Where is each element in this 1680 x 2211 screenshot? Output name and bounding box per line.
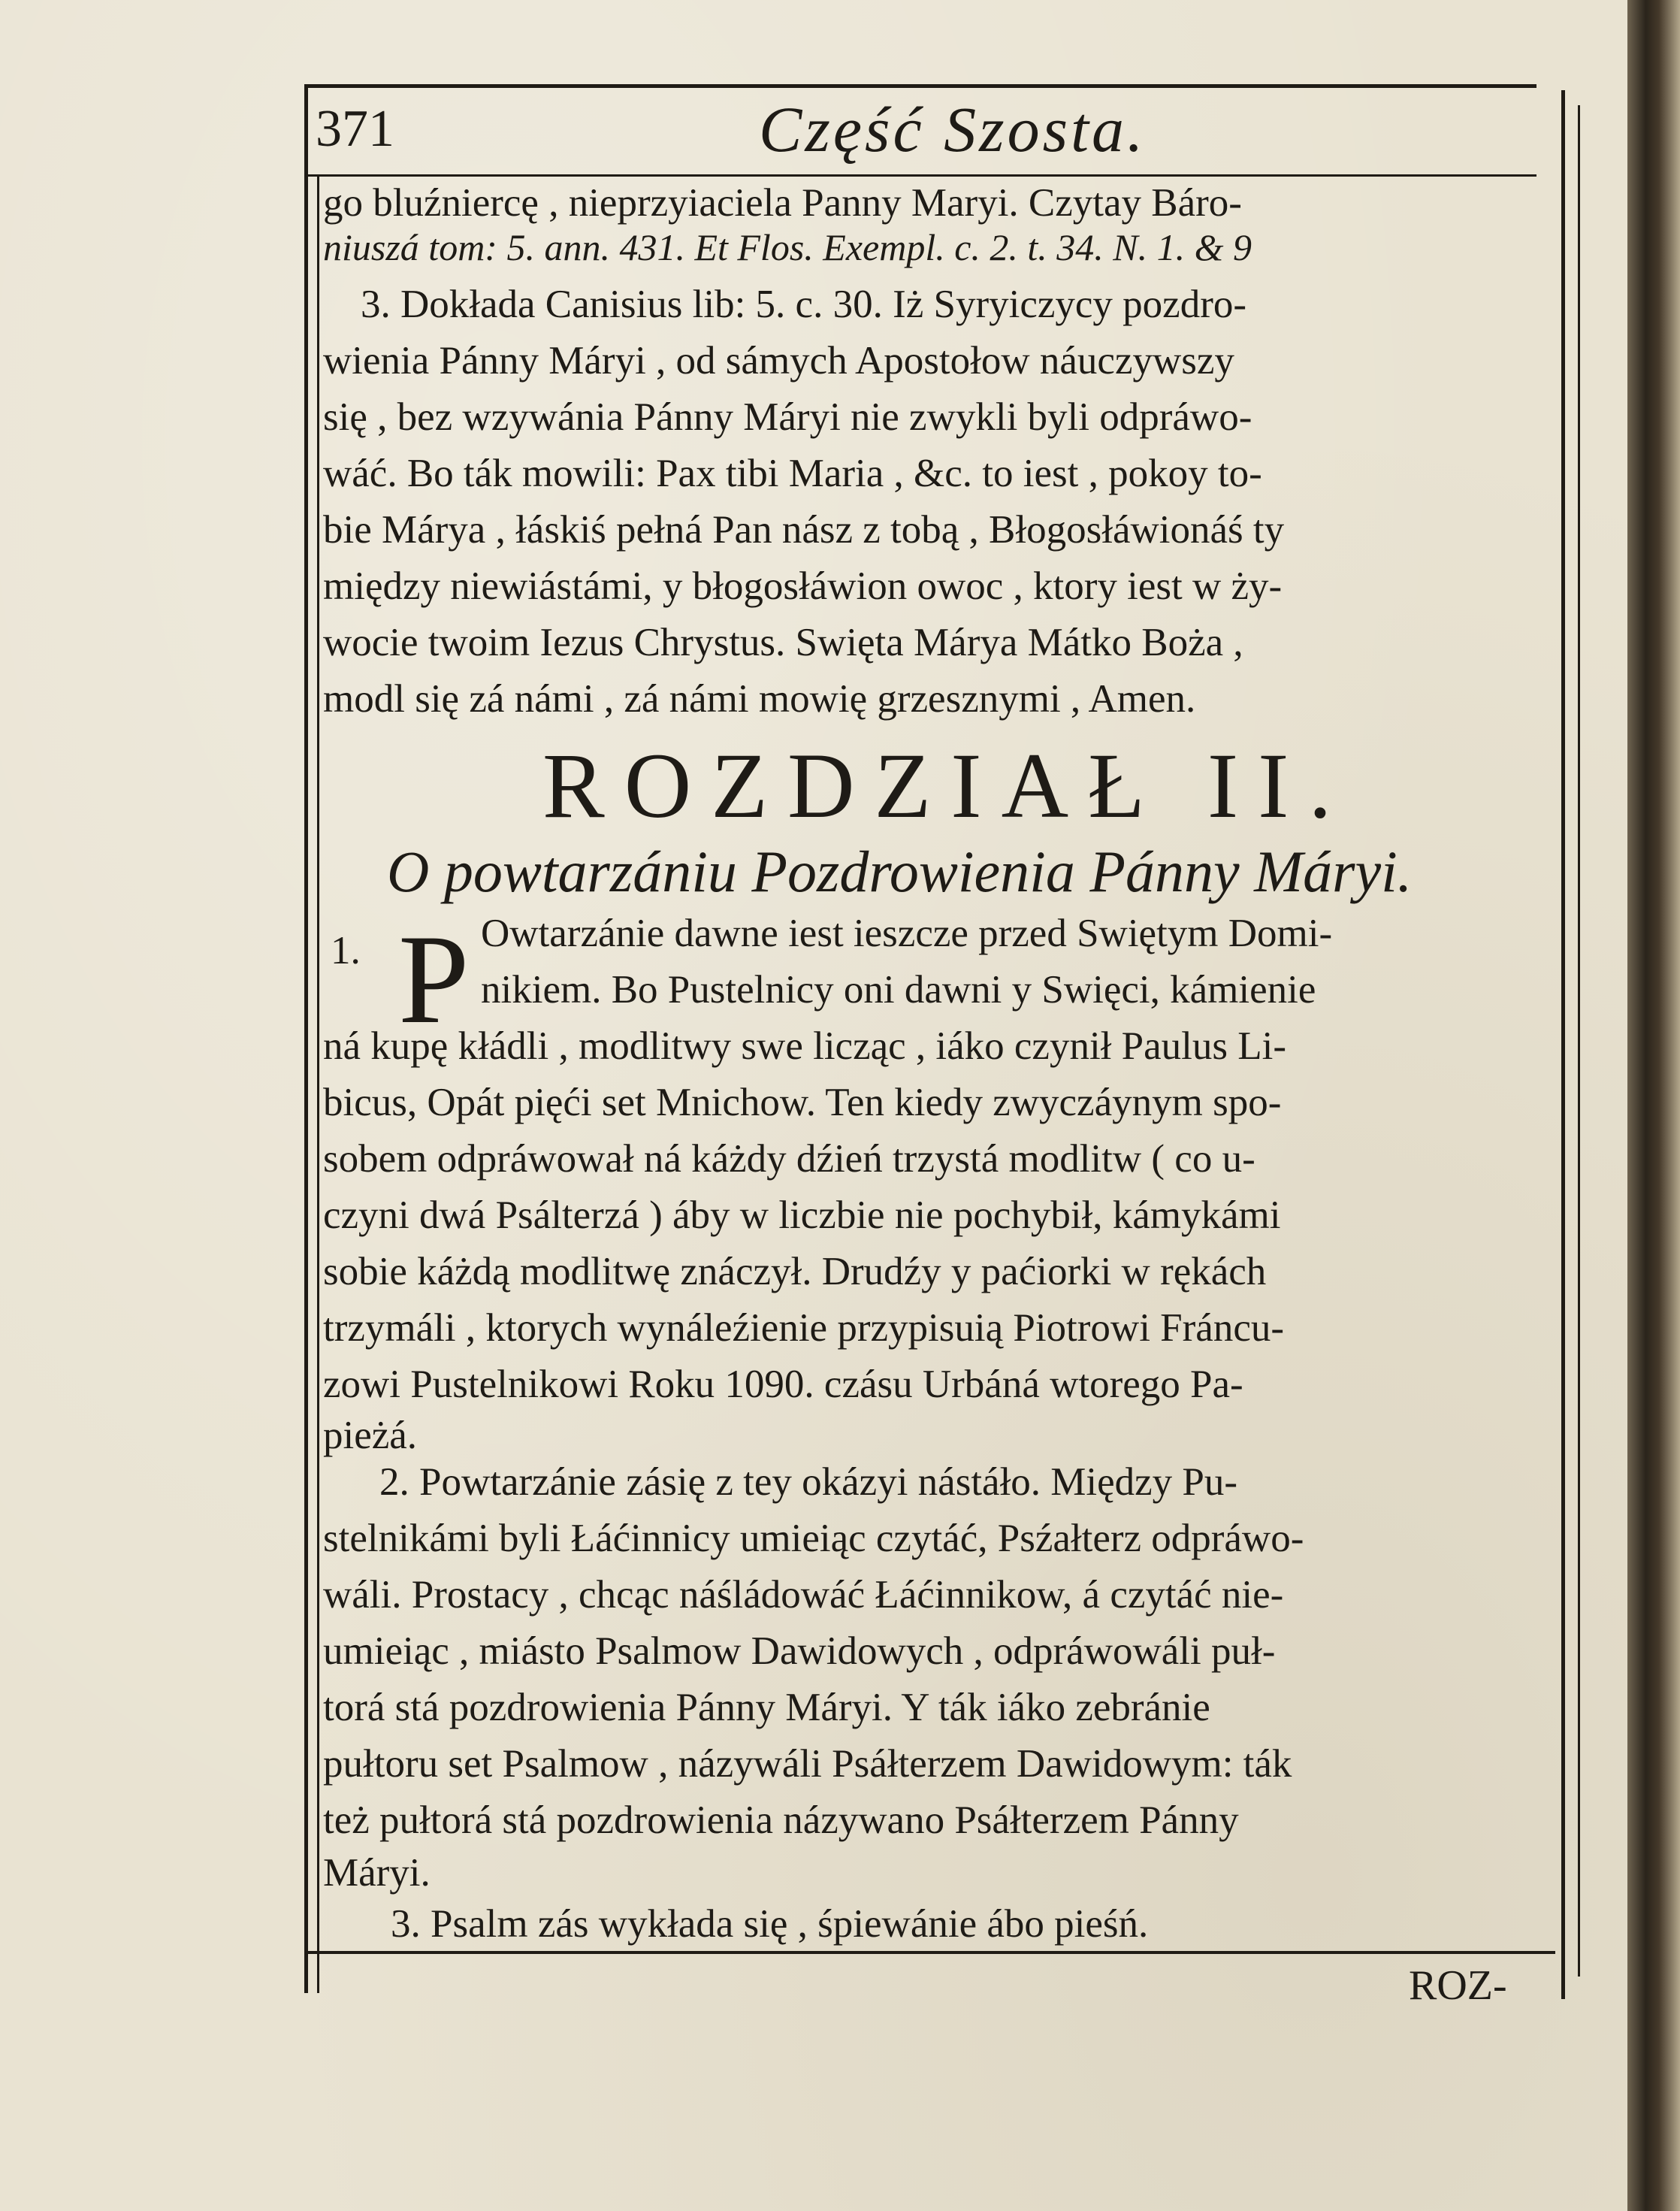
text-line: 2. Powtarzánie zásię z tey okázyi nástáło. Między Pu- xyxy=(379,1460,1238,1504)
text-line: wáli. Prostacy , chcąc náśládowáć Łáćinnikow, á czytáć nie- xyxy=(323,1573,1284,1617)
text-line: zowi Pustelnikowi Roku 1090. czásu Urbáná wtorego Pa- xyxy=(323,1363,1243,1406)
text-line: wáć. Bo ták mowili: Pax tibi Maria , &c. to iest , pokoy to- xyxy=(323,452,1262,495)
text-line: wienia Pánny Máryi , od sámych Apostołow náuczywszy xyxy=(323,339,1234,383)
text-line: sobie káżdą modlitwę znáczył. Drudźy y paćiorki w rękách xyxy=(323,1250,1267,1293)
catchword: ROZ- xyxy=(1409,1962,1507,2009)
text-line: sobem odpráwował ná káżdy dźień trzystá modlitw ( co u- xyxy=(323,1137,1255,1181)
text-line: umieiąc , miásto Psalmow Dawidowych , odpráwowáli puł- xyxy=(323,1629,1276,1673)
text-line: pieżá. xyxy=(323,1414,418,1457)
text-line: wocie twoim Iezus Chrystus. Swięta Márya Mátko Boża , xyxy=(323,621,1243,664)
drop-cap: P xyxy=(398,909,470,1050)
text-line: Owtarzánie dawne iest ieszcze przed Swiętym Domi- xyxy=(481,912,1333,955)
frame-rule-right-inner xyxy=(1578,105,1580,1977)
frame-rule-right-outer xyxy=(1561,90,1565,1999)
chapter-subtitle: O powtarzániu Pozdrowienia Pánny Máryi. xyxy=(387,839,1413,904)
text-line: go bluźniercę , nieprzyiaciela Panny Maryi. Czytay Báro- xyxy=(323,181,1242,225)
running-title: Część Szosta. xyxy=(759,93,1147,165)
text-line: nikiem. Bo Pustelnicy oni dawni y Swięci, kámienie xyxy=(481,968,1316,1012)
text-line: stelnikámi byli Łáćinnicy umieiąc czytáć, Psźałterz odpráwo- xyxy=(323,1517,1304,1560)
text-line: torá stá pozdrowienia Pánny Máryi. Y ták iáko zebránie xyxy=(323,1686,1210,1729)
frame-rule-bottom xyxy=(304,1951,1555,1954)
page-header xyxy=(308,92,1555,171)
text-line: Máryi. xyxy=(323,1851,431,1895)
book-gutter xyxy=(1627,0,1680,2211)
text-line: 3. Psalm zás wykłada się , śpiewánie ábo pieśń. xyxy=(391,1902,1149,1946)
text-line: ná kupę kłádli , modlitwy swe licząc , iáko czynił Paulus Li- xyxy=(323,1024,1286,1068)
text-line: bicus, Opát pięći set Mnichow. Ten kiedy zwyczáynym spo- xyxy=(323,1081,1282,1124)
text-line: trzymáli , ktorych wynáleźienie przypisuią Piotrowi Fráncu- xyxy=(323,1306,1284,1350)
text-line: też pułtorá stá pozdrowienia názywano Psáłterzem Pánny xyxy=(323,1798,1239,1842)
chapter-heading: ROZDZIAŁ II. xyxy=(542,734,1352,837)
frame-rule-left-outer xyxy=(304,84,308,1993)
text-line: 3. Dokłada Canisius lib: 5. c. 30. Iż Syryiczycy pozdro- xyxy=(361,283,1246,326)
page-number: 371 xyxy=(316,100,394,158)
frame-rule-under-header xyxy=(304,174,1536,177)
paragraph-number: 1. xyxy=(331,929,361,972)
frame-rule-left-inner xyxy=(317,174,319,1993)
text-line: czyni dwá Psálterzá ) áby w liczbie nie pochybił, kámykámi xyxy=(323,1193,1281,1237)
text-line: bie Márya , łáskiś pełná Pan nász z tobą , Błogosłáwionáś ty xyxy=(323,508,1285,552)
frame-rule-top xyxy=(304,84,1536,88)
text-line: pułtoru set Psalmow , názywáli Psáłterzem Dawidowym: ták xyxy=(323,1742,1292,1786)
text-line: niuszá tom: 5. ann. 431. Et Flos. Exempl. c. 2. t. 34. N. 1. & 9 xyxy=(323,226,1252,268)
text-line: modl się zá námi , zá námi mowię grzesznymi , Amen. xyxy=(323,677,1196,721)
text-line: się , bez wzywánia Pánny Máryi nie zwykli byli odpráwo- xyxy=(323,395,1252,439)
text-line: między niewiástámi, y błogosłáwion owoc , ktory iest w ży- xyxy=(323,564,1283,608)
